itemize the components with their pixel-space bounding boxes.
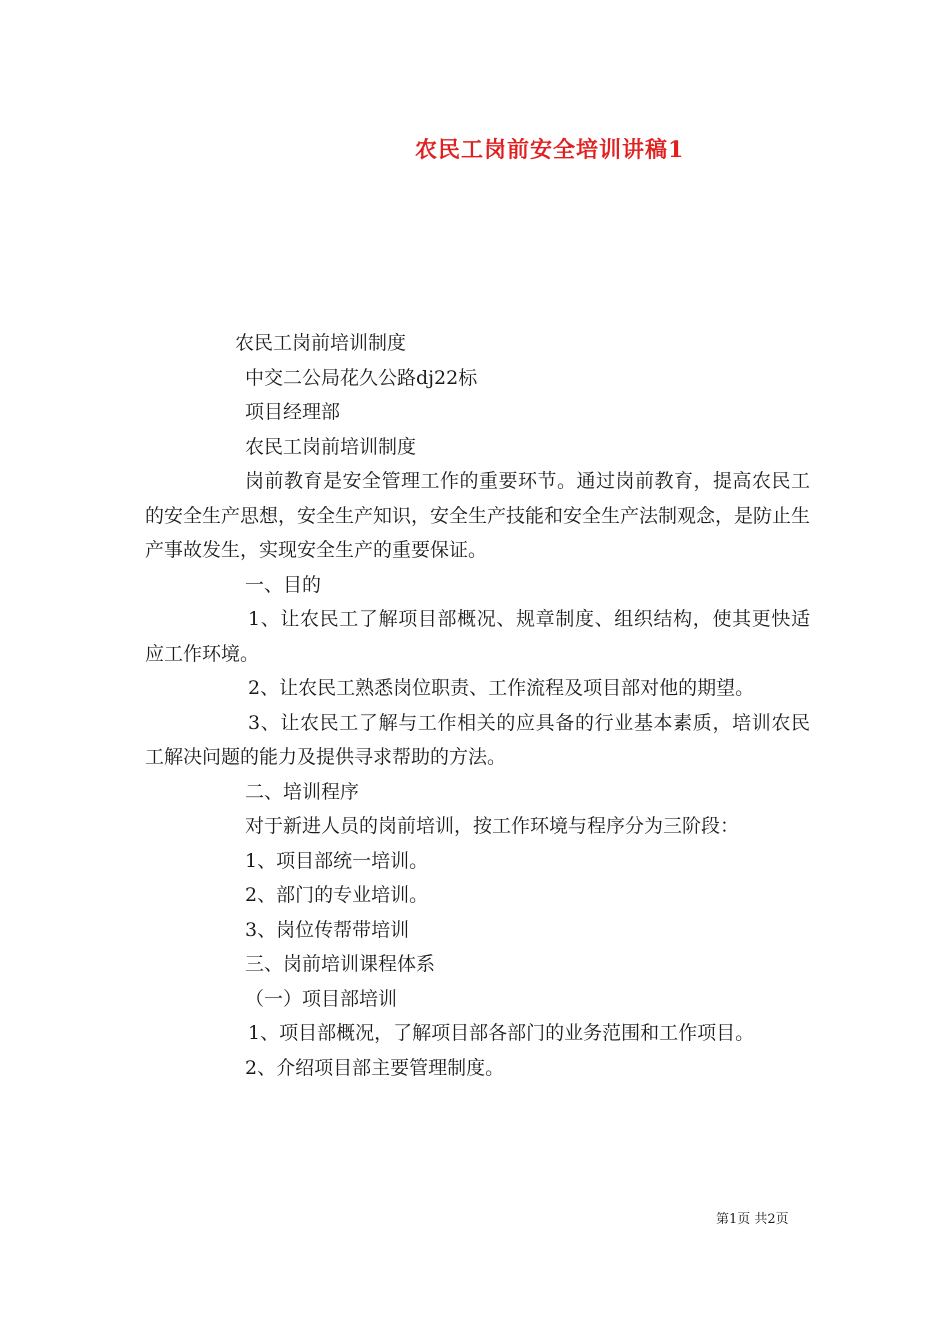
paragraph: 1、让农民工了解项目部概况、规章制度、组织结构，使其更快适应工作环境。 xyxy=(145,608,810,665)
paragraph: 项目经理部 xyxy=(245,401,341,423)
paragraph: 中交二公局花久公路dj22标 xyxy=(245,366,478,389)
section-heading: 二、培训程序 xyxy=(245,780,360,803)
document-body xyxy=(145,326,810,1085)
subsection-heading: （一）项目部培训 xyxy=(245,987,398,1010)
document-title: 农民工岗前安全培训讲稿1 xyxy=(415,137,685,163)
page-number-footer: 第1页 共2页 xyxy=(716,1212,789,1227)
paragraph: 农民工岗前培训制度 xyxy=(235,332,407,354)
paragraph: 2、介绍项目部主要管理制度。 xyxy=(245,1056,505,1079)
list-item: 3、岗位传帮带培训 xyxy=(245,918,410,941)
section-heading: 一、目的 xyxy=(245,573,322,596)
section-heading: 三、岗前培训课程体系 xyxy=(245,953,436,975)
paragraph: 3、让农民工了解与工作相关的应具备的行业基本素质，培训农民工解决问题的能力及提供寻求帮助的方法。 xyxy=(145,711,810,768)
paragraph: 农民工岗前培训制度 xyxy=(245,435,417,458)
paragraph: 2、让农民工熟悉岗位职责、工作流程及项目部对他的期望。 xyxy=(248,677,755,699)
paragraph: 1、项目部概况，了解项目部各部门的业务范围和工作项目。 xyxy=(248,1022,755,1044)
paragraph: 岗前教育是安全管理工作的重要环节。通过岗前教育，提高农民工的安全生产思想，安全生产知识，安全生产技能和安全生产法制观念，是防止生产事故发生，实现安全生产的重要保证。 xyxy=(145,470,811,561)
list-item: 1、项目部统一培训。 xyxy=(245,849,429,872)
paragraph: 对于新进人员的岗前培训，按工作环境与程序分为三阶段： xyxy=(245,815,740,837)
list-item: 2、部门的专业培训。 xyxy=(245,884,429,906)
